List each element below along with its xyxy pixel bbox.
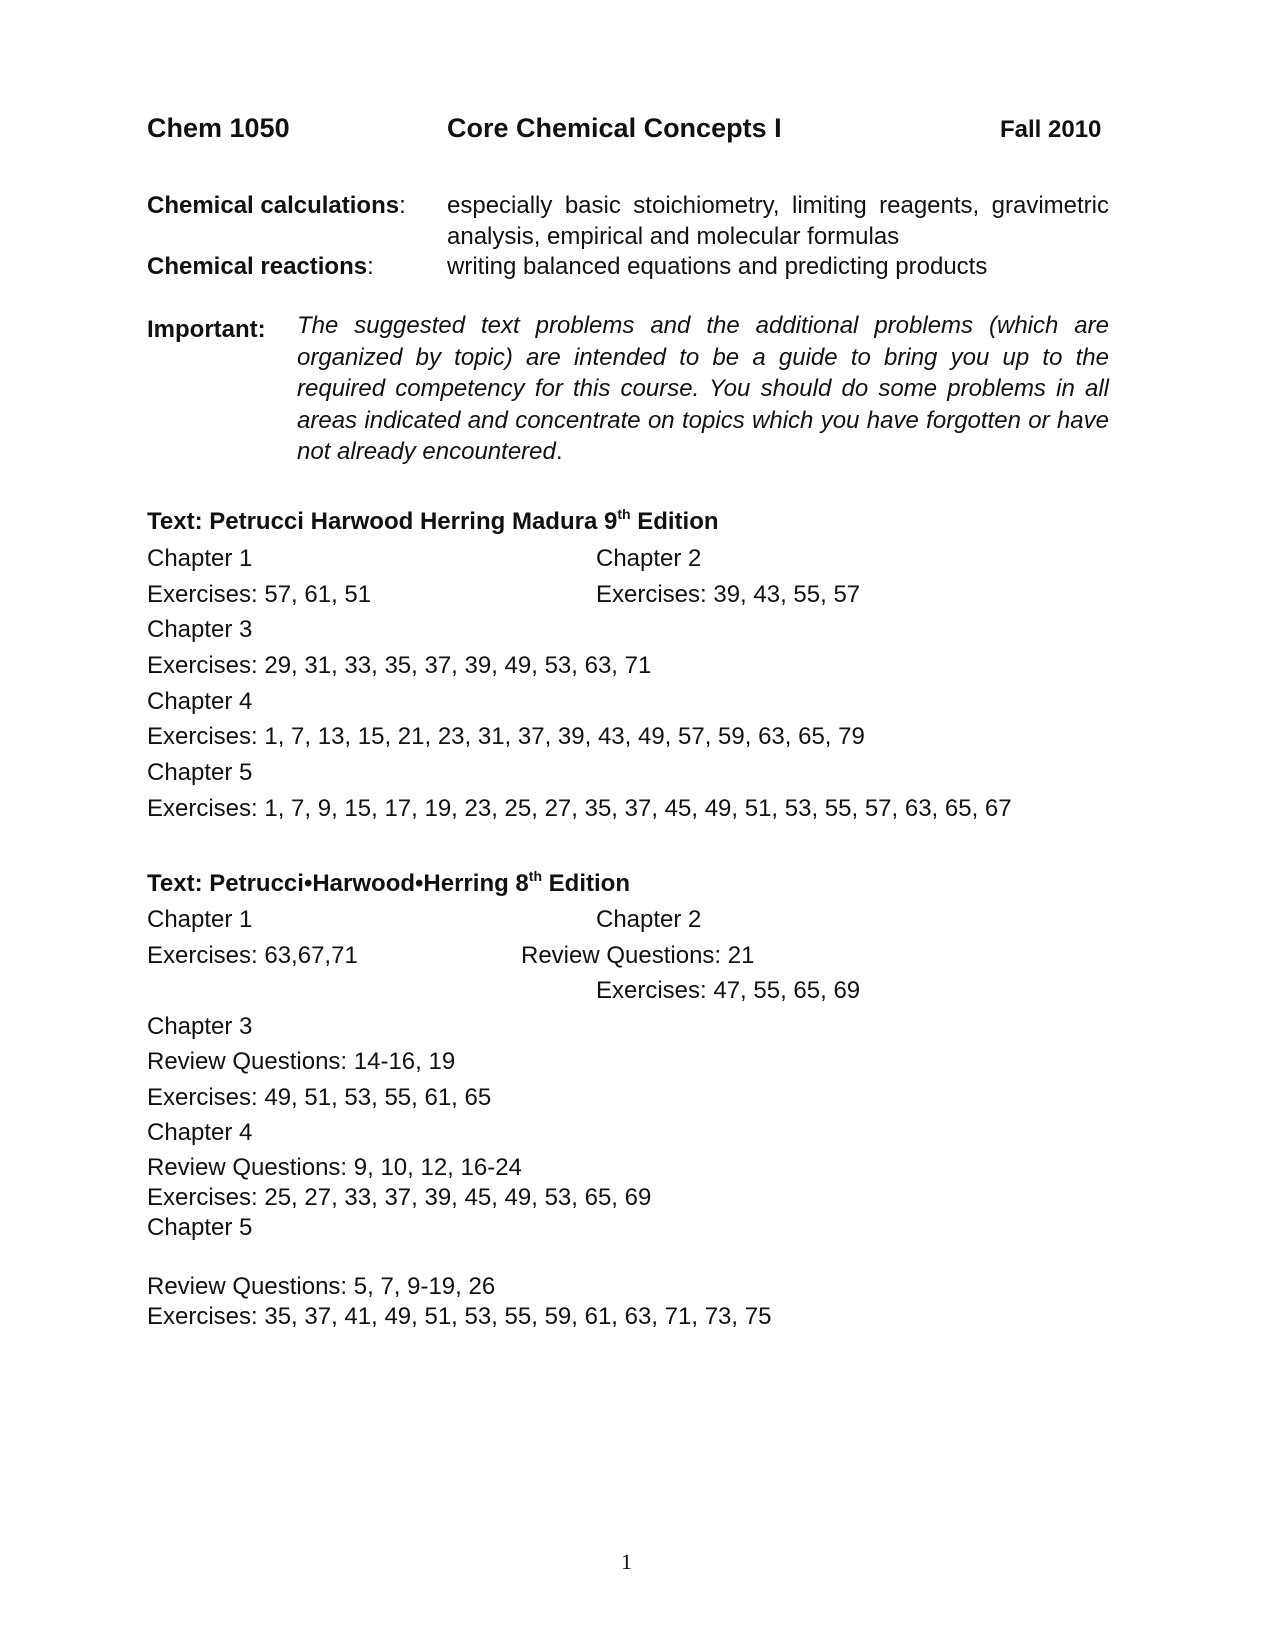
calculations-line-1: especially basic stoichiometry, limiting reagents, gravimetric [447, 192, 1109, 219]
edition8-ch1: Chapter 1 [147, 906, 253, 933]
reactions-text: writing balanced equations and predicting products [447, 253, 988, 280]
edition8-ch3-review-questions: Review Questions: 14-16, 19 [147, 1048, 456, 1075]
reactions-label: Chemical reactions [147, 253, 368, 280]
edition9-ch5: Chapter 5 [147, 759, 253, 786]
edition9-ch1: Chapter 1 [147, 545, 253, 572]
course-code: Chem 1050 [147, 113, 290, 143]
calculations-line-2: analysis, empirical and molecular formulas [447, 223, 900, 250]
edition9-ch1-exercises: Exercises: 57, 61, 51 [147, 581, 372, 608]
edition8-heading-prefix: Text: Petrucci•Harwood•Herring 8 [147, 870, 529, 897]
edition8-ch2-exercises: Exercises: 47, 55, 65, 69 [596, 977, 861, 1004]
edition8-ch5-review-questions: Review Questions: 5, 7, 9-19, 26 [147, 1273, 496, 1300]
edition8-heading-suffix: Edition [542, 870, 630, 897]
calculations-label: Chemical calculations [147, 192, 400, 219]
edition8-ch5-exercises: Exercises: 35, 37, 41, 49, 51, 53, 55, 59, 61, 63, 71, 73, 75 [147, 1303, 772, 1330]
edition9-ch4-exercises: Exercises: 1, 7, 13, 15, 21, 23, 31, 37, 39, 43, 49, 57, 59, 63, 65, 79 [147, 723, 865, 750]
edition9-ch3: Chapter 3 [147, 616, 253, 643]
edition9-heading [147, 508, 719, 536]
edition8-ch3: Chapter 3 [147, 1013, 253, 1040]
edition9-heading-prefix: Text: Petrucci Harwood Herring Madura 9 [147, 508, 618, 535]
edition8-ch4-review-questions: Review Questions: 9, 10, 12, 16-24 [147, 1154, 522, 1181]
edition9-ch3-exercises: Exercises: 29, 31, 33, 35, 37, 39, 49, 53, 63, 71 [147, 652, 652, 679]
edition9-ch5-exercises: Exercises: 1, 7, 9, 15, 17, 19, 23, 25, 27, 35, 37, 45, 49, 51, 53, 55, 57, 63, 65, 67 [147, 795, 1012, 822]
important-label: Important: [147, 316, 266, 343]
edition8-ch5: Chapter 5 [147, 1214, 253, 1241]
edition8-ch4: Chapter 4 [147, 1119, 253, 1146]
edition9-ch2-exercises: Exercises: 39, 43, 55, 57 [596, 581, 861, 608]
edition8-ch4-exercises: Exercises: 25, 27, 33, 37, 39, 45, 49, 53, 65, 69 [147, 1184, 652, 1211]
calculations-colon: : [399, 192, 406, 219]
edition8-ch3-exercises: Exercises: 49, 51, 53, 55, 61, 65 [147, 1084, 492, 1111]
edition9-heading-sup: th [617, 506, 631, 522]
page-number: 1 [621, 1549, 632, 1574]
edition8-heading-sup: th [528, 868, 542, 884]
edition8-heading [147, 870, 630, 898]
term: Fall 2010 [1000, 116, 1102, 143]
reactions-colon: : [367, 253, 374, 280]
reactions-label-row [147, 253, 374, 281]
edition9-ch2: Chapter 2 [596, 545, 702, 572]
important-paragraph [297, 310, 1109, 468]
edition9-heading-suffix: Edition [630, 508, 719, 535]
important-period: . [555, 438, 563, 465]
edition8-ch1-exercises: Exercises: 63,67,71 [147, 942, 358, 969]
edition9-ch4: Chapter 4 [147, 688, 253, 715]
important-italic-text: The suggested text problems and the additional problems (which are organized by topic) are intended to be a guide to bring you up to the required competency for this course. You should do some problems in all areas indicated and concentrate on topics which you have forgotten or have not already encountered [297, 312, 1109, 465]
course-title: Core Chemical Concepts I [447, 113, 782, 143]
edition8-ch2-review-questions: Review Questions: 21 [521, 942, 755, 969]
calculations-label-row [147, 192, 406, 220]
edition8-ch2: Chapter 2 [596, 906, 702, 933]
